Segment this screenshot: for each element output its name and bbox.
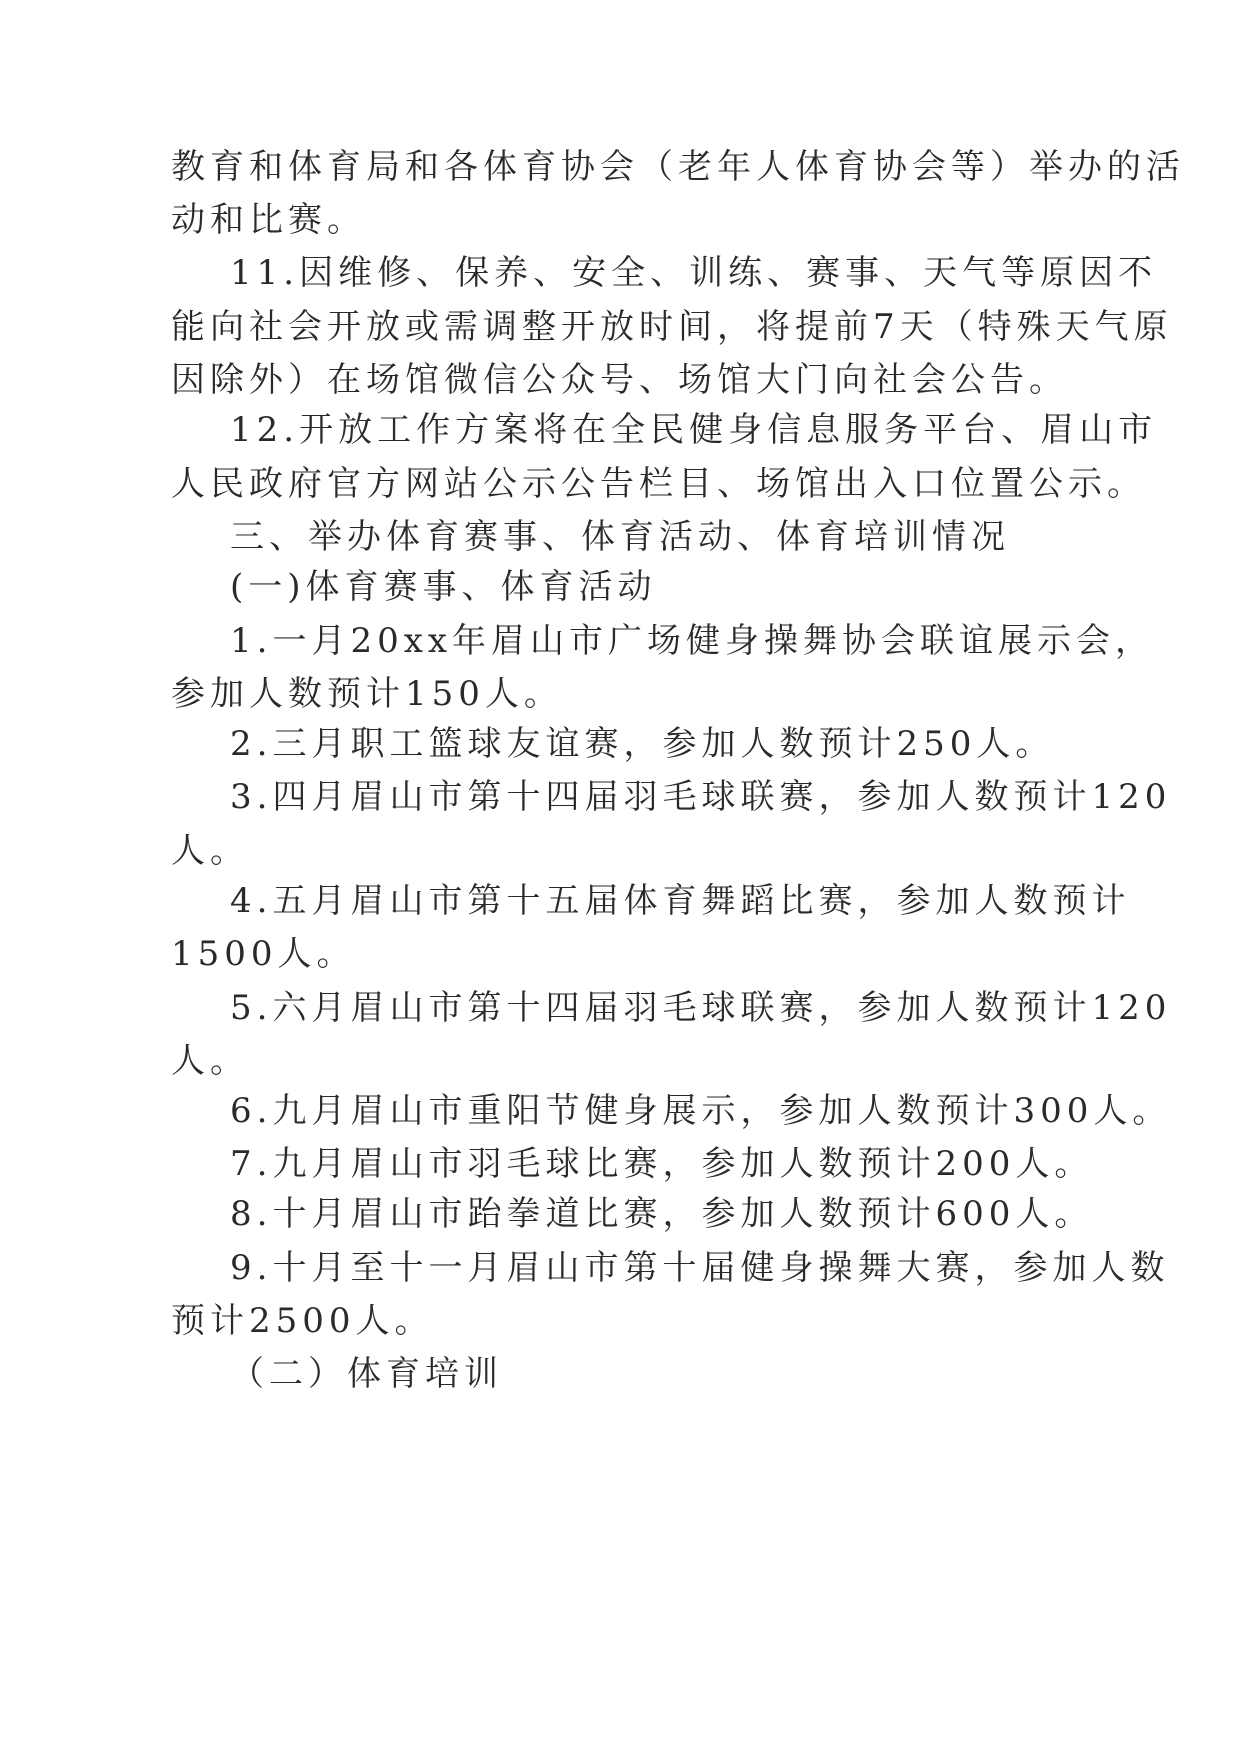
text-line: 11.因维修、保养、安全、训练、赛事、天气等原因不 bbox=[230, 253, 1158, 293]
text-line: 2.三月职工篮球友谊赛，参加人数预计250人。 bbox=[230, 724, 1055, 764]
subsection-heading: (一)体育赛事、体育活动 bbox=[230, 567, 657, 607]
text-line: 人民政府官方网站公示公告栏目、场馆出入口位置公示。 bbox=[171, 464, 1146, 504]
text-line: 5.六月眉山市第十四届羽毛球联赛，参加人数预计120 bbox=[230, 988, 1172, 1028]
text-line: 8.十月眉山市跆拳道比赛，参加人数预计600人。 bbox=[230, 1194, 1094, 1234]
text-line: 12.开放工作方案将在全民健身信息服务平台、眉山市 bbox=[230, 410, 1158, 450]
text-line: 7.九月眉山市羽毛球比赛，参加人数预计200人。 bbox=[230, 1144, 1094, 1184]
text-line: 因除外）在场馆微信公众号、场馆大门向社会公告。 bbox=[171, 360, 1068, 400]
text-line: 能向社会开放或需调整开放时间，将提前7天（特殊天气原 bbox=[171, 307, 1173, 347]
text-line: 预计2500人。 bbox=[171, 1301, 434, 1341]
text-line: 人。 bbox=[171, 1041, 249, 1081]
text-line: 1500人。 bbox=[171, 934, 356, 974]
text-line: 9.十月至十一月眉山市第十届健身操舞大赛，参加人数 bbox=[230, 1248, 1170, 1288]
text-line: 6.九月眉山市重阳节健身展示，参加人数预计300人。 bbox=[230, 1091, 1172, 1131]
text-line: 人。 bbox=[171, 831, 249, 871]
text-line: 3.四月眉山市第十四届羽毛球联赛，参加人数预计120 bbox=[230, 777, 1172, 817]
text-line: 教育和体育局和各体育协会（老年人体育协会等）举办的活 bbox=[171, 147, 1185, 187]
subsection-heading: （二）体育培训 bbox=[230, 1354, 503, 1394]
text-line: 4.五月眉山市第十五届体育舞蹈比赛，参加人数预计 bbox=[230, 881, 1131, 921]
text-line: 参加人数预计150人。 bbox=[171, 674, 563, 714]
section-heading: 三、举办体育赛事、体育活动、体育培训情况 bbox=[230, 517, 1010, 557]
text-line: 动和比赛。 bbox=[171, 200, 366, 240]
text-line: 1.一月20xx年眉山市广场健身操舞协会联谊展示会， bbox=[230, 621, 1155, 661]
